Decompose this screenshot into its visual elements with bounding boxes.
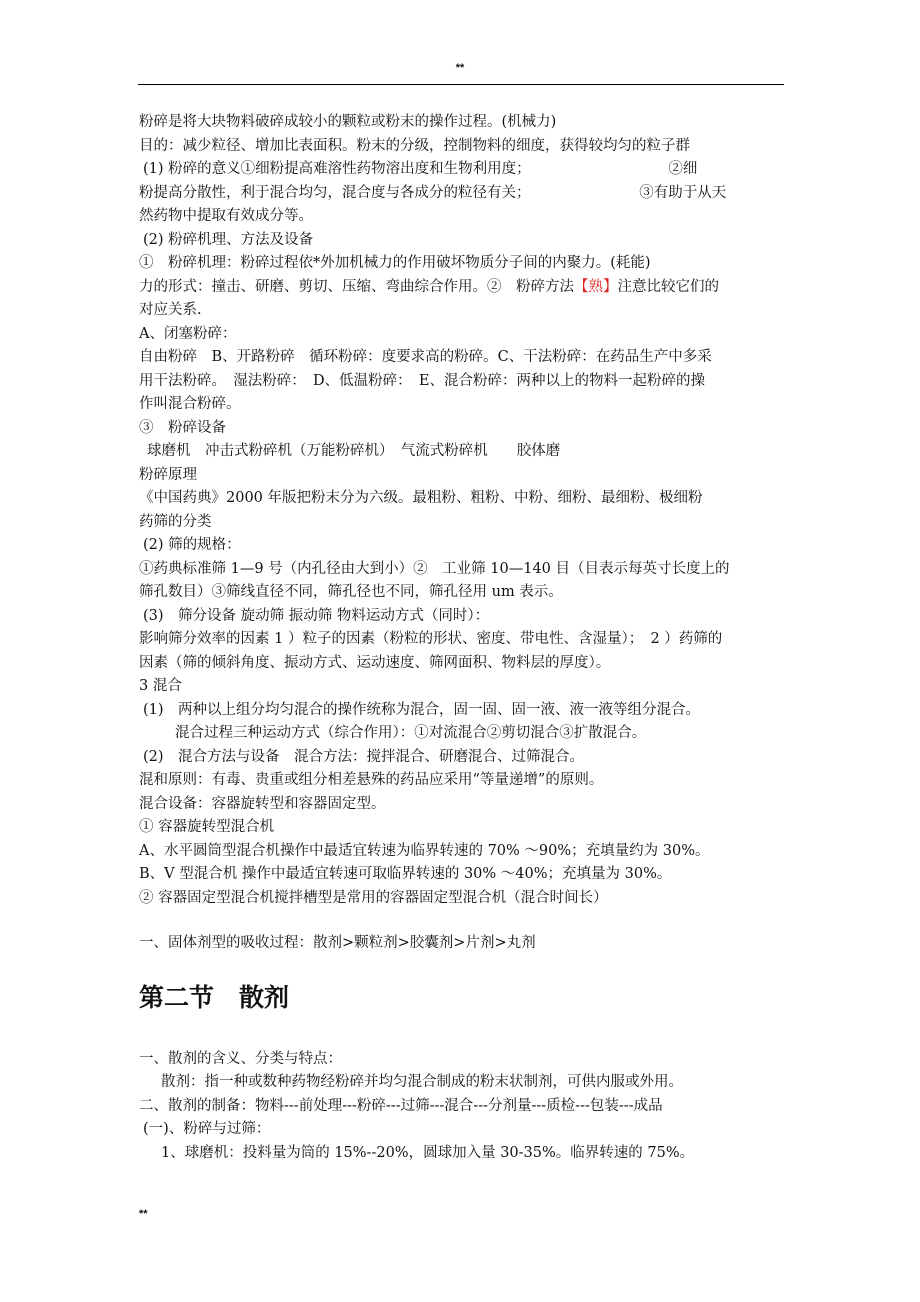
para-mixing-principle: 混和原则：有毒、贵重或组分相差悬殊的药品应采用“等量递增”的原则。 <box>139 772 604 788</box>
para-definition: 粉碎是将大块物料破碎成较小的颗粒或粉末的操作过程。(机械力) <box>139 114 557 130</box>
para-powder-preparation: 二、散剂的制备：物料---前处理---粉碎---过筛---混合---分剂量---质检---包装---成品 <box>139 1097 663 1114</box>
para-sieve-spec-1: ①药典标准筛 1—9 号（内孔径由大到小）② 工业筛 10—140 目（目表示每英寸长度上的 <box>139 560 730 577</box>
para-significance-3: 然药物中提取有效成分等。 <box>139 208 313 224</box>
subheading-crushing-sieving: (一)、粉碎与过筛： <box>143 1121 271 1137</box>
para-mechanism: ① 粉碎机理：粉碎过程依*外加机械力的作用破坏物质分子间的内聚力。(耗能) <box>139 255 651 271</box>
para-closed-crushing: A、闭塞粉碎： <box>139 325 237 342</box>
subheading-rotating-mixer: ① 容器旋转型混合机 <box>139 819 275 835</box>
subheading-sieve-equipment: (3) 筛分设备 旋动筛 振动筛 物料运动方式（同时）： <box>143 607 490 624</box>
para-sieve-efficiency-1: 影响筛分效率的因素 1 ）粒子的因素（粉粒的形状、密度、带电性、含湿量）； 2 ）药筛的 <box>139 631 723 647</box>
para-pharmacopoeia: 《中国药典》2000 年版把粉末分为六级。最粗粉、粗粉、中粉、细粉、最细粉、极细粉 <box>139 490 703 506</box>
para-v-mixer: B、V 型混合机 操作中最适宜转速可取临界转速的 30% ～40%；充填量为 30%。 <box>139 866 672 882</box>
force-forms-note: 注意比较它们的 <box>617 278 719 295</box>
subheading-mechanism: (2) 粉碎机理、方法及设备 <box>143 231 314 248</box>
para-force-forms <box>139 276 784 300</box>
para-methods-2: 用干法粉碎。 湿法粉碎： D、低温粉碎： E、混合粉碎：两种以上的物料一起粉碎的操 <box>139 372 705 389</box>
subheading-principle: 粉碎原理 <box>139 466 197 483</box>
subheading-sieve-class: 药筛的分类 <box>139 513 212 530</box>
para-relation: 对应关系. <box>139 302 202 318</box>
header-rule <box>138 84 784 85</box>
familiar-tag: 【熟】 <box>574 278 618 295</box>
para-significance-2: 粉提高分散性，利于混合均匀，混合度与各成分的粒径有关； ③有助于从天 <box>139 184 727 201</box>
subheading-equipment: ③ 粉碎设备 <box>139 419 226 436</box>
subheading-sieve-spec: (2) 筛的规格： <box>143 537 241 553</box>
para-mixing-def: (1) 两种以上组分均匀混合的操作统称为混合，固一固、固一液、液一液等组分混合。 <box>143 701 701 718</box>
para-absorption-order: 一、固体剂型的吸收过程：散剂>颗粒剂>胶囊剂>片剂>丸剂 <box>139 935 536 951</box>
header-mark: ** <box>455 62 465 74</box>
subheading-mixing: 3 混合 <box>139 678 182 694</box>
para-ball-mill: 1、球磨机：投料量为筒的 15%--20%，圆球加入量 30-35%。临界转速的 75%。 <box>161 1144 695 1161</box>
para-mixing-motion: 混合过程三种运动方式（综合作用）：①对流混合②剪切混合③扩散混合。 <box>175 725 647 741</box>
para-powder-definition: 散剂：指一种或数种药物经粉碎并均匀混合制成的粉末状制剂，可供内服或外用。 <box>161 1074 683 1090</box>
para-purpose: 目的：减少粒径、增加比表面积。粉末的分级，控制物料的细度，获得较均匀的粒子群 <box>139 137 690 154</box>
document-body <box>139 111 784 1165</box>
force-forms-text: 力的形式：撞击、研磨、剪切、压缩、弯曲综合作用。② 粉碎方法 <box>139 278 574 295</box>
section-title: 第二节 散剂 <box>139 982 290 1012</box>
footer-mark: ** <box>139 1208 148 1220</box>
para-sieve-efficiency-2: 因素（筛的倾斜角度、振动方式、运动速度、筛网面积、物料层的厚度）。 <box>139 654 611 671</box>
para-methods-1: 自由粉碎 B、开路粉碎 循环粉碎：度要求高的粉碎。C、干法粉碎：在药品生产中多采 <box>139 349 712 365</box>
para-mixing-equipment: 混合设备：容器旋转型和容器固定型。 <box>139 795 386 812</box>
para-methods-3: 作叫混合粉碎。 <box>139 396 241 412</box>
para-significance-1: (1) 粉碎的意义①细粉提高难溶性药物溶出度和生物利用度； ②细 <box>143 161 698 177</box>
para-sieve-spec-2: 筛孔数目）③筛线直径不同，筛孔径也不同，筛孔径用 um 表示。 <box>139 584 563 600</box>
para-fixed-mixer: ② 容器固定型混合机搅拌槽型是常用的容器固定型混合机（混合时间长） <box>139 889 608 906</box>
para-mixing-methods: (2) 混合方法与设备 混合方法：搅拌混合、研磨混合、过筛混合。 <box>143 748 585 765</box>
para-cylinder-mixer: A、水平圆筒型混合机操作中最适宜转速为临界转速的 70% ～90%；充填量约为 30%。 <box>139 842 710 859</box>
para-powder-definition-heading: 一、散剂的含义、分类与特点： <box>139 1050 342 1067</box>
para-equipment-list: 球磨机 冲击式粉碎机（万能粉碎机） 气流式粉碎机 胶体磨 <box>147 443 561 459</box>
